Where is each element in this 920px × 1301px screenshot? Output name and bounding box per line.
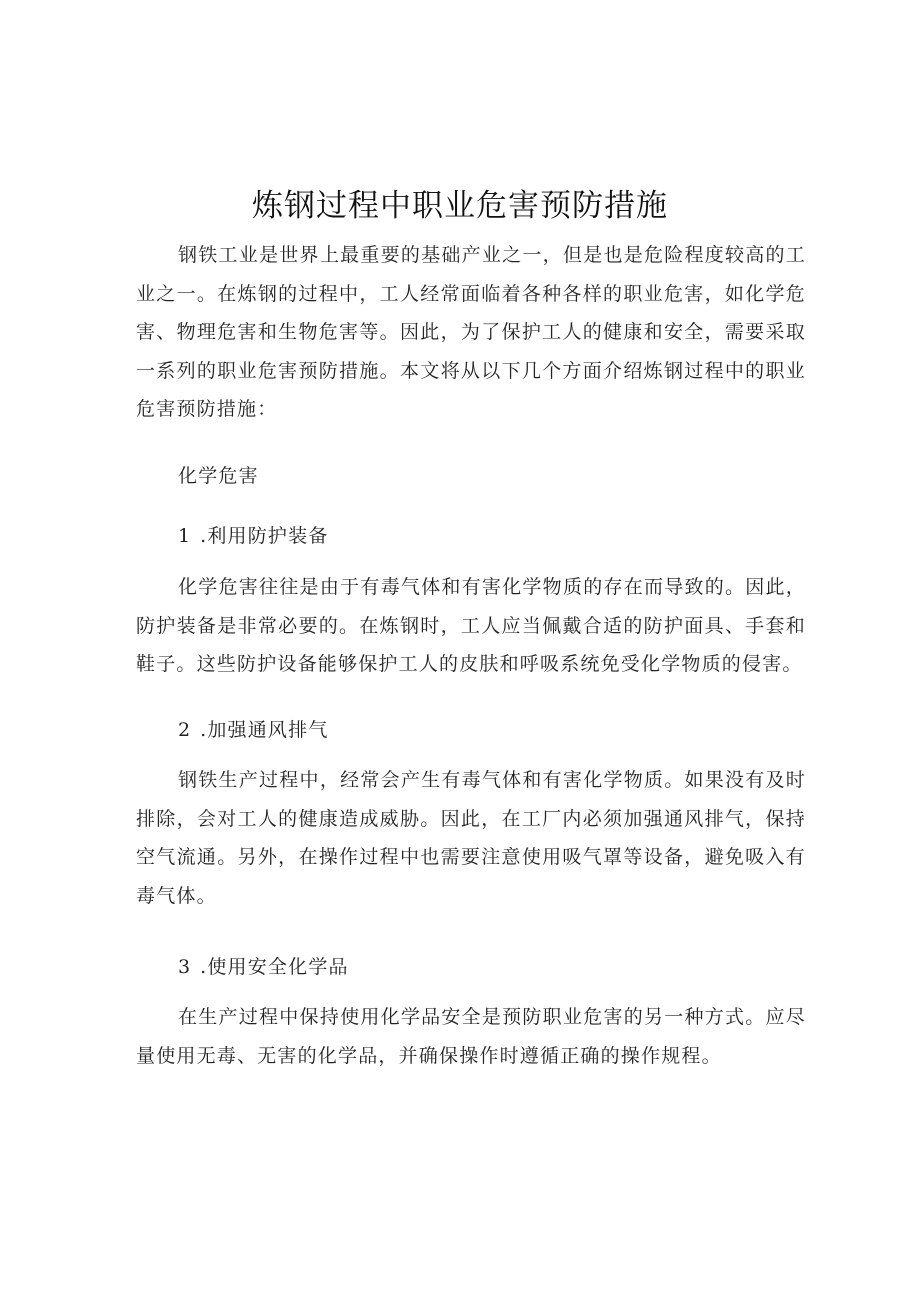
item-number-1: 1 bbox=[178, 525, 191, 547]
item-heading-1 bbox=[178, 517, 329, 556]
item-body-2: 钢铁生产过程中，经常会产生有毒气体和有害化学物质。如果没有及时排除，会对工人的健康造成威胁。因此，在工厂内必须加强通风排气，保持空气流通。另外，在操作过程中也需要注意使用吸气罩等设备，避免吸入有毒气体。 bbox=[136, 769, 806, 907]
item-body-1: 化学危害往往是由于有毒气体和有害化学物质的存在而导致的。因此，防护装备是非常必要的。在炼钢时，工人应当佩戴合适的防护面具、手套和鞋子。这些防护设备能够保护工人的皮肤和呼吸系统免受化学物质的侵害。 bbox=[136, 576, 806, 675]
item-number-2: 2 bbox=[178, 719, 191, 741]
item-body-3: 在生产过程中保持使用化学品安全是预防职业危害的另一种方式。应尽量使用无毒、无害的化学品，并确保操作时遵循正确的操作规程。 bbox=[136, 1006, 806, 1067]
item-number-3: 3 bbox=[178, 956, 191, 978]
item-title-1: .利用防护装备 bbox=[200, 525, 329, 547]
item-heading-2 bbox=[178, 711, 329, 750]
section-heading: 化学危害 bbox=[178, 465, 259, 487]
item-title-3: .使用安全化学品 bbox=[200, 956, 349, 978]
page-title: 炼钢过程中职业危害预防措施 bbox=[252, 188, 668, 224]
intro-paragraph: 钢铁工业是世界上最重要的基础产业之一，但是也是危险程度较高的工业之一。在炼钢的过程中，工人经常面临着各种各样的职业危害，如化学危害、物理危害和生物危害等。因此，为了保护工人的健康和安全，需要采取一系列的职业危害预防措施。本文将从以下几个方面介绍炼钢过程中的职业危害预防措施： bbox=[136, 244, 806, 420]
item-title-2: .加强通风排气 bbox=[200, 719, 329, 741]
item-heading-3 bbox=[178, 948, 349, 987]
